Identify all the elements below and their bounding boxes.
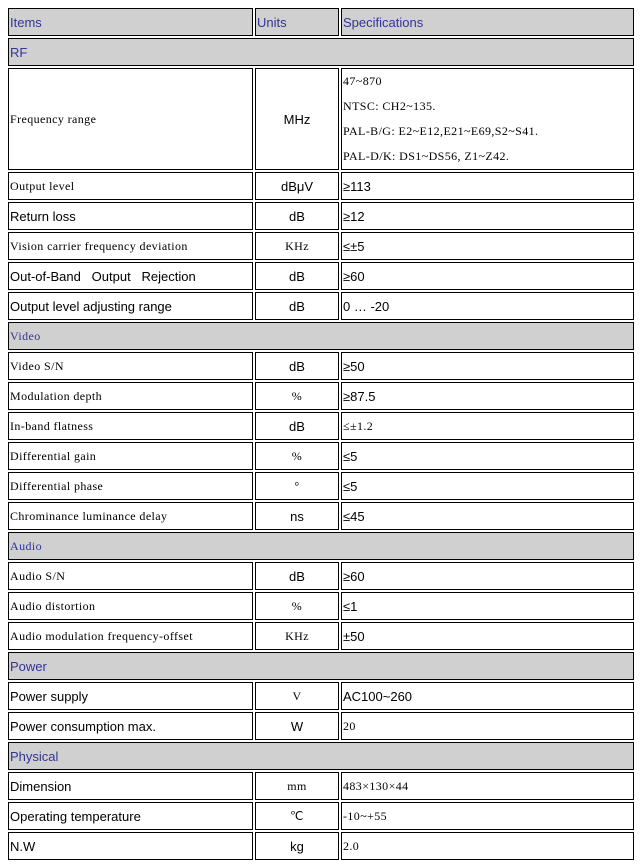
section-physical: Physical (8, 742, 634, 770)
table-row (8, 172, 634, 200)
table-row (8, 352, 634, 380)
unit-frequency-range: MHz (255, 68, 339, 170)
unit-return-loss: dB (255, 202, 339, 230)
section-rf: RF (8, 38, 634, 66)
spec-table (6, 6, 636, 862)
item-power-supply: Power supply (8, 682, 253, 710)
spec-out-of-band-rejection: ≥60 (341, 262, 634, 290)
spec-chrominance-delay: ≤45 (341, 502, 634, 530)
item-output-level-range: Output level adjusting range (8, 292, 253, 320)
unit-power-consumption: W (255, 712, 339, 740)
item-operating-temperature: Operating temperature (8, 802, 253, 830)
spec-line: NTSC: CH2~135. (343, 99, 436, 113)
section-video: Video (8, 322, 634, 350)
item-output-level: Output level (8, 172, 253, 200)
unit-differential-phase: ° (255, 472, 339, 500)
spec-vision-carrier-deviation: ≤±5 (341, 232, 634, 260)
item-audio-modulation-offset: Audio modulation frequency-offset (8, 622, 253, 650)
table-row (8, 262, 634, 290)
header-items: Items (8, 8, 253, 36)
item-audio-distortion: Audio distortion (8, 592, 253, 620)
spec-line: PAL-B/G: E2~E12,E21~E69,S2~S41. (343, 124, 539, 138)
spec-line: 47~870 (343, 74, 382, 88)
unit-modulation-depth: % (255, 382, 339, 410)
unit-operating-temperature: ℃ (255, 802, 339, 830)
item-audio-sn: Audio S/N (8, 562, 253, 590)
spec-video-sn: ≥50 (341, 352, 634, 380)
section-audio: Audio (8, 532, 634, 560)
item-chrominance-delay: Chrominance luminance delay (8, 502, 253, 530)
spec-net-weight: 2.0 (341, 832, 634, 860)
header-units: Units (255, 8, 339, 36)
unit-output-level: dBμV (255, 172, 339, 200)
unit-output-level-range: dB (255, 292, 339, 320)
item-differential-phase: Differential phase (8, 472, 253, 500)
unit-out-of-band-rejection: dB (255, 262, 339, 290)
unit-in-band-flatness: dB (255, 412, 339, 440)
spec-line: PAL-D/K: DS1~DS56, Z1~Z42. (343, 149, 510, 163)
item-vision-carrier-deviation: Vision carrier frequency deviation (8, 232, 253, 260)
unit-audio-distortion: % (255, 592, 339, 620)
item-power-consumption: Power consumption max. (8, 712, 253, 740)
item-frequency-range: Frequency range (8, 68, 253, 170)
table-row (8, 68, 634, 170)
spec-differential-gain: ≤5 (341, 442, 634, 470)
table-row (8, 802, 634, 830)
item-out-of-band-rejection: Out-of-Band Output Rejection (8, 262, 253, 290)
table-row (8, 772, 634, 800)
table-row (8, 592, 634, 620)
spec-output-level-range: 0 … -20 (341, 292, 634, 320)
unit-chrominance-delay: ns (255, 502, 339, 530)
section-power: Power (8, 652, 634, 680)
header-specifications: Specifications (341, 8, 634, 36)
spec-dimension: 483×130×44 (341, 772, 634, 800)
table-row (8, 442, 634, 470)
table-row (8, 832, 634, 860)
spec-operating-temperature: -10~+55 (341, 802, 634, 830)
item-differential-gain: Differential gain (8, 442, 253, 470)
spec-modulation-depth: ≥87.5 (341, 382, 634, 410)
unit-video-sn: dB (255, 352, 339, 380)
table-row (8, 502, 634, 530)
table-row (8, 712, 634, 740)
table-row (8, 682, 634, 710)
item-in-band-flatness: In-band flatness (8, 412, 253, 440)
unit-differential-gain: % (255, 442, 339, 470)
table-header (8, 8, 634, 36)
item-net-weight: N.W (8, 832, 253, 860)
spec-power-supply: AC100~260 (341, 682, 634, 710)
table-row (8, 412, 634, 440)
unit-vision-carrier-deviation: KHz (255, 232, 339, 260)
table-row (8, 292, 634, 320)
unit-power-supply: V (255, 682, 339, 710)
spec-audio-modulation-offset: ±50 (341, 622, 634, 650)
table-row (8, 562, 634, 590)
unit-net-weight: kg (255, 832, 339, 860)
item-dimension: Dimension (8, 772, 253, 800)
spec-frequency-range (341, 68, 634, 170)
spec-audio-distortion: ≤1 (341, 592, 634, 620)
table-row (8, 382, 634, 410)
table-row (8, 202, 634, 230)
spec-return-loss: ≥12 (341, 202, 634, 230)
spec-power-consumption: 20 (341, 712, 634, 740)
spec-differential-phase: ≤5 (341, 472, 634, 500)
item-video-sn: Video S/N (8, 352, 253, 380)
table-row (8, 622, 634, 650)
unit-audio-modulation-offset: KHz (255, 622, 339, 650)
table-row (8, 472, 634, 500)
unit-dimension: mm (255, 772, 339, 800)
unit-audio-sn: dB (255, 562, 339, 590)
spec-output-level: ≥113 (341, 172, 634, 200)
item-modulation-depth: Modulation depth (8, 382, 253, 410)
table-row (8, 232, 634, 260)
spec-in-band-flatness: ≤±1.2 (341, 412, 634, 440)
item-return-loss: Return loss (8, 202, 253, 230)
spec-audio-sn: ≥60 (341, 562, 634, 590)
